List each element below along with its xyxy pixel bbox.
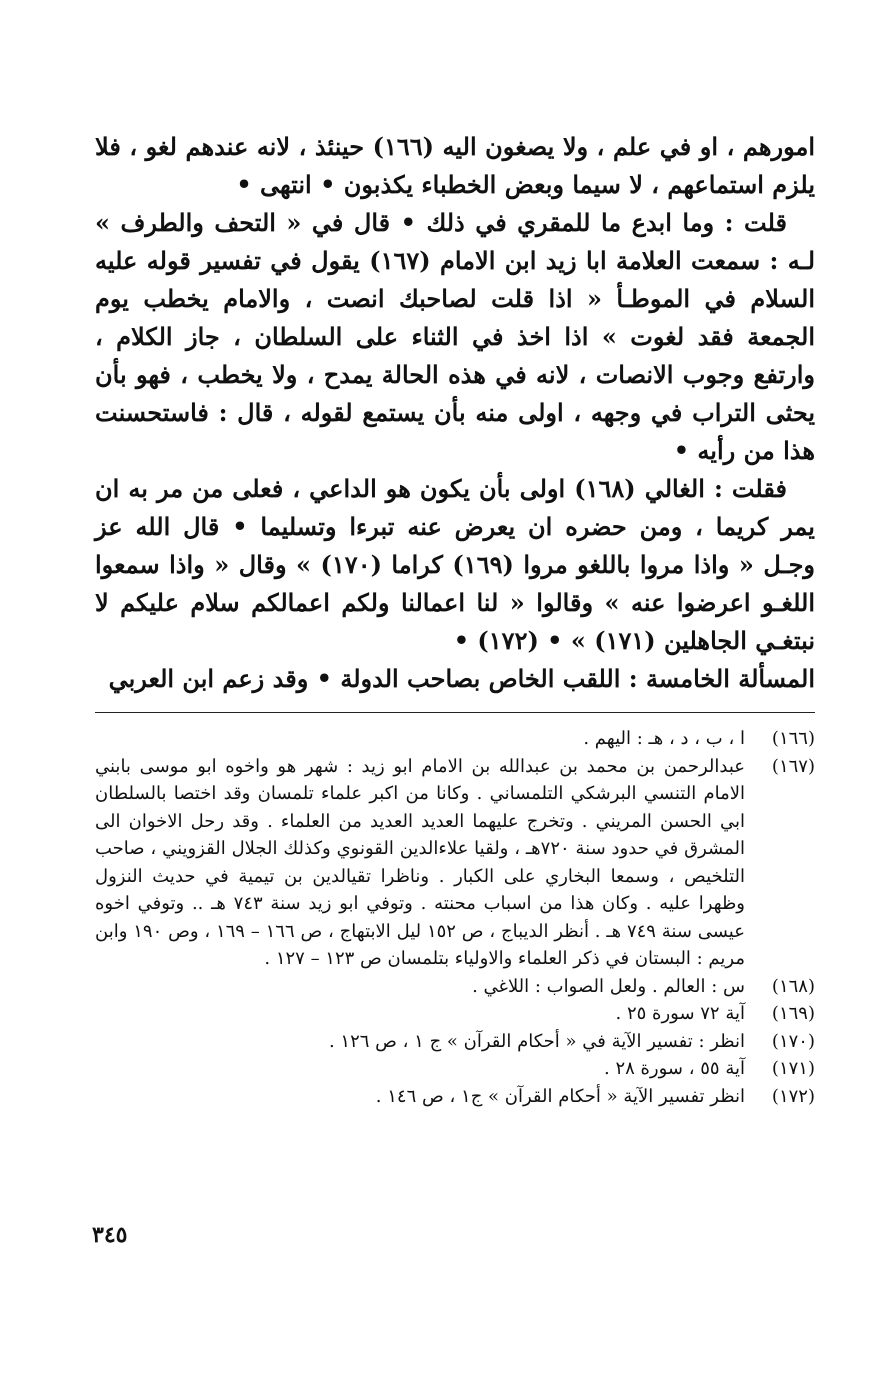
paragraph-4: المسألة الخامسة : اللقب الخاص بصاحب الدولة • وقد زعم ابن العربي [108,664,815,693]
footnotes [95,725,815,1110]
footnote-number: (١٦٨) [771,975,815,997]
footnote-number: (١٧٠) [771,1030,815,1052]
footnote-divider [95,712,815,713]
paragraph-2: قلت : وما ابدع ما للمقري في ذلك • قال في « التحف والطرف » لـه : سمعت العلامة ابا زيد ابن الامام (١٦٧) يقول في تفسير قوله عليه السلام في الموطـأ « اذا قلت لصاحبك انصت ، والامام يخطب يوم الجمعة فقد لغوت » اذا اخذ في الثناء على السلطان ، جاز الكلام ، وارتفع وجوب الانصات ، لانه في هذه الحالة يمدح ، ولا يخطب ، فهو بأن يحثى التراب في وجهه ، اولى منه بأن يستمع لقوله ، قال : فاستحسنت هذا من رأيه • [95,208,816,465]
page-number: ٣٤٥ [92,1222,128,1248]
footnote-text: آية ٧٢ سورة ٢٥ . [615,1003,745,1024]
footnote-text: انظر : تفسير الآية في « أحكام القرآن » ج ١ ، ص ١٢٦ . [328,1030,745,1052]
paragraph-1: امورهم ، او في علم ، ولا يصغون اليه (١٦٦) حينئذ ، لانه عندهم لغو ، فلا يلزم استماعهم ، لا سيما وبعض الخطباء يكذبون • انتهى • [95,132,816,199]
footnote-text: آية ٥٥ ، سورة ٢٨ . [603,1058,745,1079]
footnote [95,973,815,1001]
main-text [95,128,815,698]
footnote-number: (١٧١) [771,1058,815,1079]
book-page [95,128,815,1110]
footnote [95,1055,815,1083]
footnote-text: عبدالرحمن بن محمد بن عبدالله بن الامام ابو زيد : شهر هو واخوه ابو موسى بابني الامام التنسي البرشكي التلمساني . وكانا من اكبر علماء تلمسان وقد اختصا بالسلطان ابي الحسن المريني . وتخرج عليهما العديد العديد من العلماء . وقد رحل الاخوان الى المشرق في حدود سنة ٧٢٠هـ ، ولقيا علاءالدين القونوي وكذلك الجلال القزويني ، صاحب التلخيص ، وسمعا البخاري على الكبار . وناظرا تقيالدين بن تيمية في حديث النزول وظهرا عليه . وكان هذا من اسباب محنته . وتوفي ابو زيد سنة ٧٤٣ هـ .. وتوفي اخوه عيسى سنة ٧٤٩ هـ . أنظر الديباج ، ص ١٥٢ ليل الابتهاج ، ص ١٦٦ – ١٦٩ ، وص ١٩٠ وابن مريم : البستان في ذكر العلماء والاولياء بتلمسان ص ١٢٣ – ١٢٧ . [95,755,746,969]
footnote-number: (١٧٢) [771,1085,815,1107]
footnote [95,1028,815,1056]
footnote-text: س : العالم . ولعل الصواب : اللاغي . [472,975,745,997]
footnote-text: انظر تفسير الآية « أحكام القرآن » ج١ ، ص ١٤٦ . [375,1085,745,1107]
footnote [95,725,815,753]
footnote-number: (١٦٦) [771,728,815,749]
footnote [95,753,815,973]
footnote-text: ا ، ب ، د ، هـ : اليهم . [583,728,745,749]
footnote [95,1000,815,1028]
footnote-number: (١٦٩) [771,1003,815,1024]
paragraph-3: فقلت : الغالي (١٦٨) اولى بأن يكون هو الداعي ، فعلى من مر به ان يمر كريما ، ومن حضره ان يعرض عنه تبرءا وتسليما • قال الله عز وجـل « واذا مروا باللغو مروا (١٦٩) كراما (١٧٠) » وقال « واذا سمعوا اللغـو اعرضوا عنه » وقالوا « لنا اعمالنا ولكم اعمالكم سلام عليكم لا نبتغـي الجاهلين (١٧١) » • (١٧٢) • [95,474,815,655]
footnote-number: (١٦٧) [771,755,815,777]
footnote [95,1083,815,1111]
